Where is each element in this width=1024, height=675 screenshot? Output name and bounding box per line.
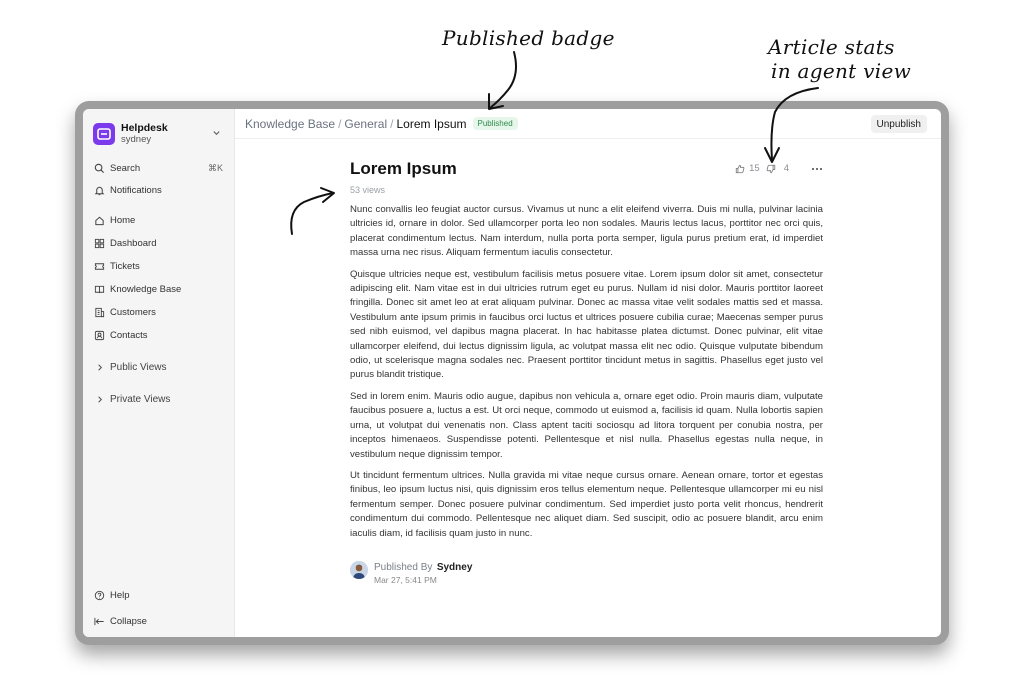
sidebar-item-tickets[interactable] — [93, 257, 225, 275]
header-bar — [235, 109, 941, 139]
sidebar-item-label: Customers — [110, 306, 156, 318]
author-name[interactable]: Sydney — [436, 562, 473, 573]
helpdesk-logo-icon — [93, 123, 115, 145]
ticket-icon — [93, 260, 105, 272]
sidebar-item-label: Tickets — [110, 260, 140, 272]
sidebar-item-label: Home — [110, 214, 136, 226]
sidebar-group-public-views[interactable] — [93, 358, 225, 376]
published-by — [350, 560, 472, 586]
book-icon — [93, 283, 105, 295]
thumbs-up-icon — [735, 164, 745, 174]
sidebar-item-label: Knowledge Base — [110, 283, 182, 295]
sidebar-item-contacts[interactable] — [93, 326, 225, 344]
article-stats — [735, 163, 823, 174]
arrow-to-badge — [490, 52, 516, 108]
dislike-button[interactable] — [766, 163, 789, 174]
sidebar-item-home[interactable] — [93, 211, 225, 229]
article-paragraph: Nunc convallis leo feugiat auctor cursus. Vivamus ut nunc a elit eleifend viverra. Duis mi nulla, pulvinar lacinia ultricies id, ornare in dolor. Sed ullamcorper porta leo non sodales. Mauris lectus lacus, porttitor nec orci quis, placerat condimentum lectus. Nam interdum, nulla porta porta semper, ligula purus pretium erat, id imperdiet massa urna nec risus. Aliquam fermentum iaculis consectetur. — [350, 204, 823, 259]
collapse-icon — [93, 615, 105, 627]
search-label: Search — [110, 162, 141, 174]
home-icon — [93, 214, 105, 226]
annotation-article-stats-line1: Article stats — [768, 35, 895, 59]
app-window-frame — [75, 101, 949, 645]
like-count: 15 — [749, 163, 760, 174]
search-button[interactable] — [93, 159, 225, 177]
notifications-label: Notifications — [110, 184, 162, 196]
sidebar-group-private-views[interactable] — [93, 390, 225, 408]
breadcrumb-separator: / — [338, 116, 342, 131]
status-badge: Published — [473, 117, 518, 130]
published-by-label: Published By — [374, 562, 433, 573]
sidebar-group-label: Public Views — [110, 361, 167, 373]
breadcrumb-knowledge-base[interactable]: Knowledge Base — [245, 116, 336, 131]
more-horizontal-icon — [811, 166, 823, 172]
dislike-count: 4 — [783, 163, 789, 174]
search-shortcut: ⌘K — [207, 162, 223, 173]
help-icon — [93, 589, 105, 601]
sidebar-item-label: Dashboard — [110, 237, 157, 249]
collapse-button[interactable] — [93, 612, 225, 630]
unpublish-button[interactable]: Unpublish — [871, 115, 927, 133]
published-date: Mar 27, 5:41 PM — [374, 575, 437, 585]
sidebar-group-label: Private Views — [110, 393, 171, 405]
breadcrumb-general[interactable]: General — [344, 116, 388, 131]
more-options-button[interactable] — [811, 166, 823, 172]
article-paragraph: Sed in lorem enim. Mauris odio augue, dapibus non vehicula a, ornare eget odio. Proin mauris diam, vulputate faucibus posuere a, luctus a est. Ut orci neque, commodo ut euismod a, facilisis id quam. Nulla lobortis sapien urna, ut volutpat dui venenatis non. Class aptent taciti sociosqu ad litora torquent per conubia nostra, per inceptos himenaeos. Suspendisse potenti. Pellentesque et nisl nulla. Phasellus egestas nulla neque, in vestibulum neque dignissim tempor. — [350, 390, 823, 460]
help-label: Help — [110, 589, 130, 601]
article-paragraph: Quisque ultricies neque est, vestibulum facilisis metus posuere vitae. Lorem ipsum dolor sit amet, consectetur adipiscing elit. Nam vitae est in dui ultricies rutrum eget eu purus. Nullam id nisi dolor. Mauris porttitor laoreet fringilla. Donec sit amet leo at erat aliquam pulvinar. Donec ac massa vitae velit sodales mattis sed et massa. Vestibulum ante ipsum primis in faucibus orci luctus et ultrices posuere cubilia curae; Maecenas semper purus sed nibh euismod, vel dapibus magna placerat. In hac habitasse platea dictumst. Donec pulvinar, elit vitae ullamcorper eleifend, dui lectus dignissim ligula, ac volutpat massa elit nec odio. Quisque vulputate bibendum odio, ut scelerisque magna sodales nec. Praesent porttitor tincidunt metus in sagittis. Phasellus eget justo vel purus blandit tristique. — [350, 268, 823, 381]
search-icon — [93, 162, 105, 174]
contact-icon — [93, 329, 105, 341]
article-paragraph: Ut tincidunt fermentum ultrices. Nulla gravida mi vitae neque cursus ornare. Aenean ornare, tortor et egestas finibus, leo ipsum luctus nisi, quis dignissim eros tellus elementum neque. Pellentesque ullamcorper mi eu nisl fermentum semper. Donec posuere pulvinar condimentum. Sed imperdiet justo porta velit rhoncus, hendrerit condimentum dui commodo. Pellentesque nec aliquet diam. Sed suscipit, odio ac posuere blandit, arcu enim iaculis diam, id facilisis quam justo in nunc. — [350, 469, 823, 539]
building-icon — [93, 306, 105, 318]
bell-icon — [93, 184, 105, 196]
breadcrumb-current: Lorem Ipsum — [396, 116, 467, 131]
dashboard-icon — [93, 237, 105, 249]
notifications-button[interactable] — [93, 181, 225, 199]
sidebar-item-customers[interactable] — [93, 303, 225, 321]
article-views: 53 views — [350, 185, 386, 195]
workspace-user: sydney — [121, 134, 152, 145]
sidebar-item-dashboard[interactable] — [93, 234, 225, 252]
annotation-article-stats-line2: in agent view — [771, 59, 912, 83]
breadcrumb-separator: / — [390, 116, 394, 131]
article — [350, 159, 823, 541]
sidebar-item-label: Contacts — [110, 329, 148, 341]
sidebar-item-knowledge-base[interactable] — [93, 280, 225, 298]
thumbs-down-icon — [766, 164, 776, 174]
breadcrumb — [245, 117, 467, 131]
sidebar — [83, 109, 235, 637]
chevron-right-icon — [93, 361, 105, 373]
workspace-switcher[interactable] — [93, 121, 225, 147]
help-button[interactable] — [93, 586, 225, 604]
workspace-name: Helpdesk — [121, 122, 168, 134]
annotation-published-badge: Published badge — [442, 26, 615, 50]
like-button[interactable] — [735, 163, 760, 174]
collapse-label: Collapse — [110, 615, 147, 627]
chevron-down-icon — [212, 128, 221, 140]
main-content — [235, 109, 941, 637]
chevron-right-icon — [93, 393, 105, 405]
avatar — [350, 561, 368, 579]
article-title: Lorem Ipsum — [350, 159, 457, 178]
app-screen — [83, 109, 941, 637]
